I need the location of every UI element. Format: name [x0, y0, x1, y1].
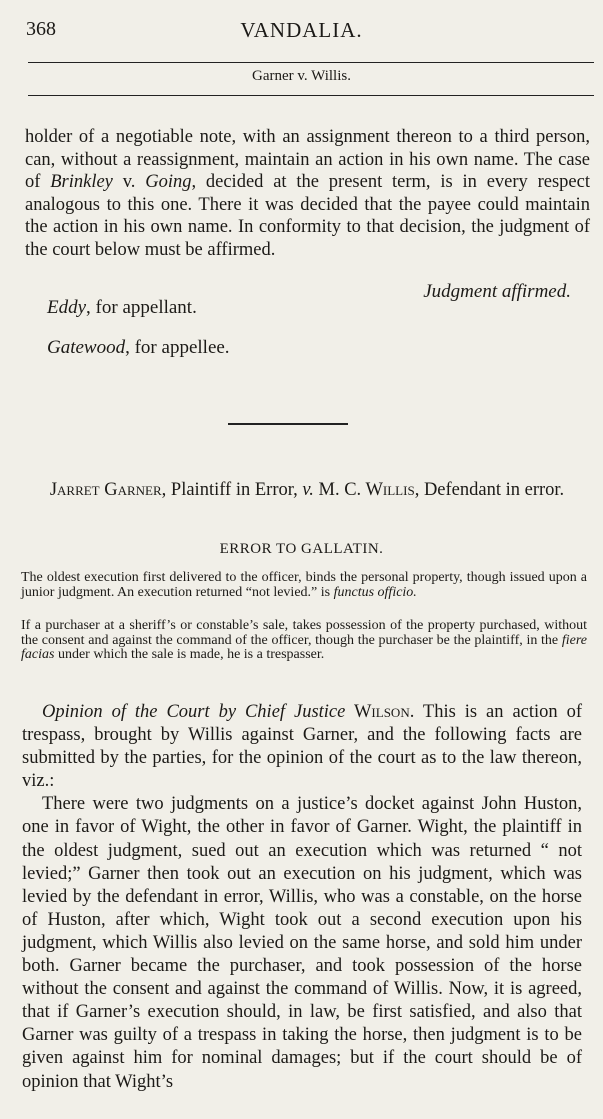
case-title-header [0, 68, 603, 85]
opinion-body [22, 701, 582, 1094]
new-case-title: Jarret Garner, Plaintiff in Error, v. M. C. Willis, Defendant in error. [49, 480, 565, 500]
section-divider [228, 423, 348, 425]
opinion-paragraph-2: There were two judgments on a justice’s docket against John Huston, one in favor of Wight, the other in favor of Garner. Wight, the plaintiff in the oldest judgment, sued out an execution which was returned “ not levied;” Garner then took out an execution on his judgment, which was levied by the defendant in error, Willis, who was a constable, on the horse of Huston, after which, Wight took out a second execution upon his judgment, which Willis also levied on the same horse, and sold him under both. Garner became the purchaser, and took possession of the horse without the consent and against the command of Willis. Now, it is agreed, that if Garner’s execution should, in law, be first satisfied, and also that Garner was guilty of a trespass in taking the horse, then judgment is to be given against him for nominal damages; but if the court should be of opinion that Wight’s [22, 794, 582, 1092]
header-rule-top [28, 62, 594, 63]
header-rule-bottom [28, 95, 594, 96]
case-title: Garner v. Willis. [252, 68, 351, 84]
page-number: 368 [26, 18, 56, 40]
judgment-line: Judgment affirmed. [423, 281, 571, 302]
court-subtitle: ERROR TO GALLATIN. [219, 541, 384, 557]
case-citation-1: Brinkley [50, 172, 113, 192]
opinion-paragraph-1: Opinion of the Court by Chief Justice Wilson. This is an action of trespass, brought by Willis against Garner, and the following facts are submitted by the parties, for the opinion of the court as to the law thereon, viz.: [22, 702, 582, 792]
counsel-appellee: Gatewood, for appellee. [47, 337, 230, 358]
prev-case-paragraph: holder of a negotiable note, with an assignment thereon to a third person, can, without a reassignment, maintain an action in his own name. The case of Brinkley v. Going, decided at the present term, is in every respect analogous to this one. There it was decided that the payee could maintain the action in his own name. In conformity to that decision, the judgment of the court below must be affirmed. [25, 127, 590, 260]
running-title: VANDALIA. [240, 18, 363, 42]
case-citation-2: Going [145, 172, 192, 192]
counsel-appellant: Eddy, for appellant. [47, 297, 197, 318]
headnote-2: If a purchaser at a sheriff’s or constable’s sale, takes possession of the property purchased, without the consent and against the command of the officer, though the purchaser be the plaintiff, in the fiere facias under which the sale is made, he is a trespasser. [21, 618, 587, 662]
headnote-1: The oldest execution first delivered to the officer, binds the personal property, though issued upon a junior judgment. An execution returned “not levied.” is functus officio. [21, 570, 587, 600]
